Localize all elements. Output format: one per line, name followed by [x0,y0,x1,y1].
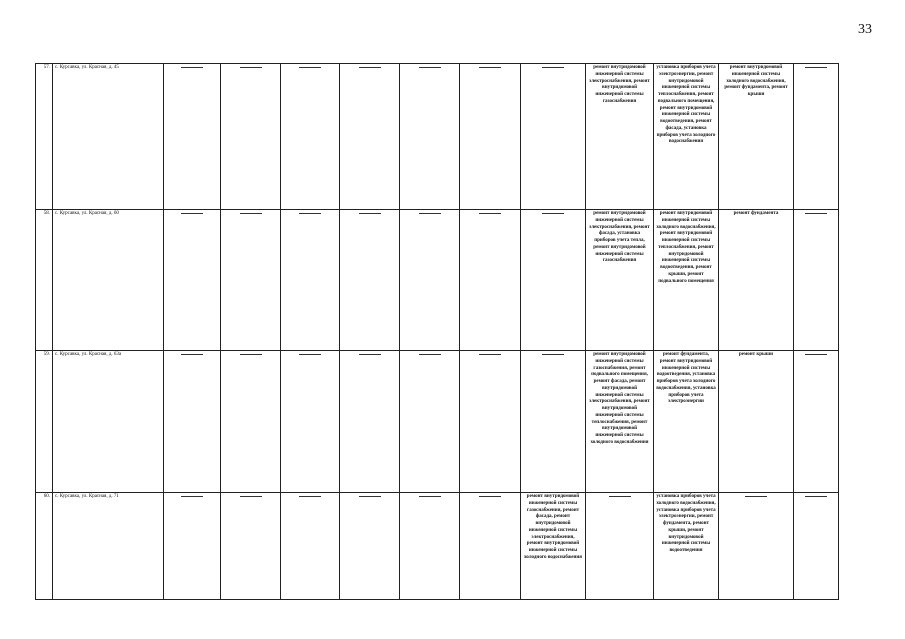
empty-cell [221,64,281,210]
works-cell: ремонт внутридомовой инженерной системы холодного водоснабжения, ремонт внутридомовой инженерной системы теплоснабжения, ремонт внутридомовой инженерной системы водоотведения, ремонт крыши, ремонт подвального помещения [654,210,719,351]
empty-cell [460,210,521,351]
empty-cell [281,351,340,493]
empty-cell [164,64,221,210]
empty-cell [340,493,400,600]
empty-cell [719,493,794,600]
row-address: с. Курсавка, ул. Красная, д. 71 [53,493,164,600]
empty-cell [281,493,340,600]
works-cell: ремонт фундамента, ремонт внутридомовой инженерной системы водоотведения, установка приборов учета холодного водоснабжения, установка приборов учета электроэнергии [654,351,719,493]
page-number: 33 [858,22,872,37]
empty-cell [794,64,839,210]
row-address: с. Курсавка, ул. Красная, д. 60 [53,210,164,351]
empty-cell [221,351,281,493]
empty-cell [794,210,839,351]
empty-cell [221,493,281,600]
works-cell: ремонт внутридомовой инженерной системы электроснабжения, ремонт внутридомовой инженерной системы газоснабжения [586,64,654,210]
empty-cell [400,493,460,600]
empty-cell [221,210,281,351]
empty-cell [400,64,460,210]
works-cell: ремонт фундамента [719,210,794,351]
row-number: 60. [36,493,53,600]
empty-cell [521,210,586,351]
empty-cell [164,351,221,493]
works-cell: установка приборов учета холодного водоснабжения, установка приборов учета электроэнергии, ремонт фундамента, ремонт крыши, ремонт внутридомовой инженерной системы водоотведения [654,493,719,600]
row-number: 59. [36,351,53,493]
empty-cell [794,493,839,600]
works-cell: ремонт внутридомовой инженерной системы газоснабжения, ремонт фасада, ремонт внутридомовой инженерной системы электроснабжения, ремонт внутридомовой инженерной системы холодного водоснабжения [521,493,586,600]
table-row [36,210,839,351]
empty-cell [281,64,340,210]
empty-cell [521,351,586,493]
works-cell: ремонт внутридомовой инженерной системы холодного водоснабжения, ремонт фундамента, ремонт крыши [719,64,794,210]
row-number: 57. [36,64,53,210]
empty-cell [521,64,586,210]
empty-cell [340,64,400,210]
empty-cell [400,351,460,493]
table-row [36,351,839,493]
empty-cell [164,210,221,351]
table-row [36,64,839,210]
empty-cell [340,210,400,351]
repair-schedule-table [35,63,839,600]
works-cell: установка приборов учета электроэнергии, ремонт внутридомовой инженерной системы теплоснабжения, ремонт подвального помещения, ремонт внутридомовой инженерной системы водоотведения, ремонт фасада, установка приборов учета холодного водоснабжения [654,64,719,210]
empty-cell [400,210,460,351]
empty-cell [281,210,340,351]
empty-cell [460,64,521,210]
table-row [36,493,839,600]
empty-cell [586,493,654,600]
empty-cell [164,493,221,600]
row-address: с. Курсавка, ул. Красная, д. 63а [53,351,164,493]
empty-cell [460,351,521,493]
empty-cell [460,493,521,600]
works-cell: ремонт внутридомовой инженерной системы газоснабжения, ремонт подвального помещения, ремонт фасада, ремонт внутридомовой инженерной системы электроснабжения, ремонт внутридомовой инженерной системы теплоснабжения, ремонт внутридомовой инженерной системы холодного водоснабжения [586,351,654,493]
works-cell: ремонт крыши [719,351,794,493]
works-cell: ремонт внутридомовой инженерной системы электроснабжения, ремонт фасада, установка приборов учета тепла, ремонт внутридомовой инженерной системы газоснабжения [586,210,654,351]
empty-cell [794,351,839,493]
empty-cell [340,351,400,493]
row-number: 58. [36,210,53,351]
row-address: с. Курсавка, ул. Красная, д. 45 [53,64,164,210]
